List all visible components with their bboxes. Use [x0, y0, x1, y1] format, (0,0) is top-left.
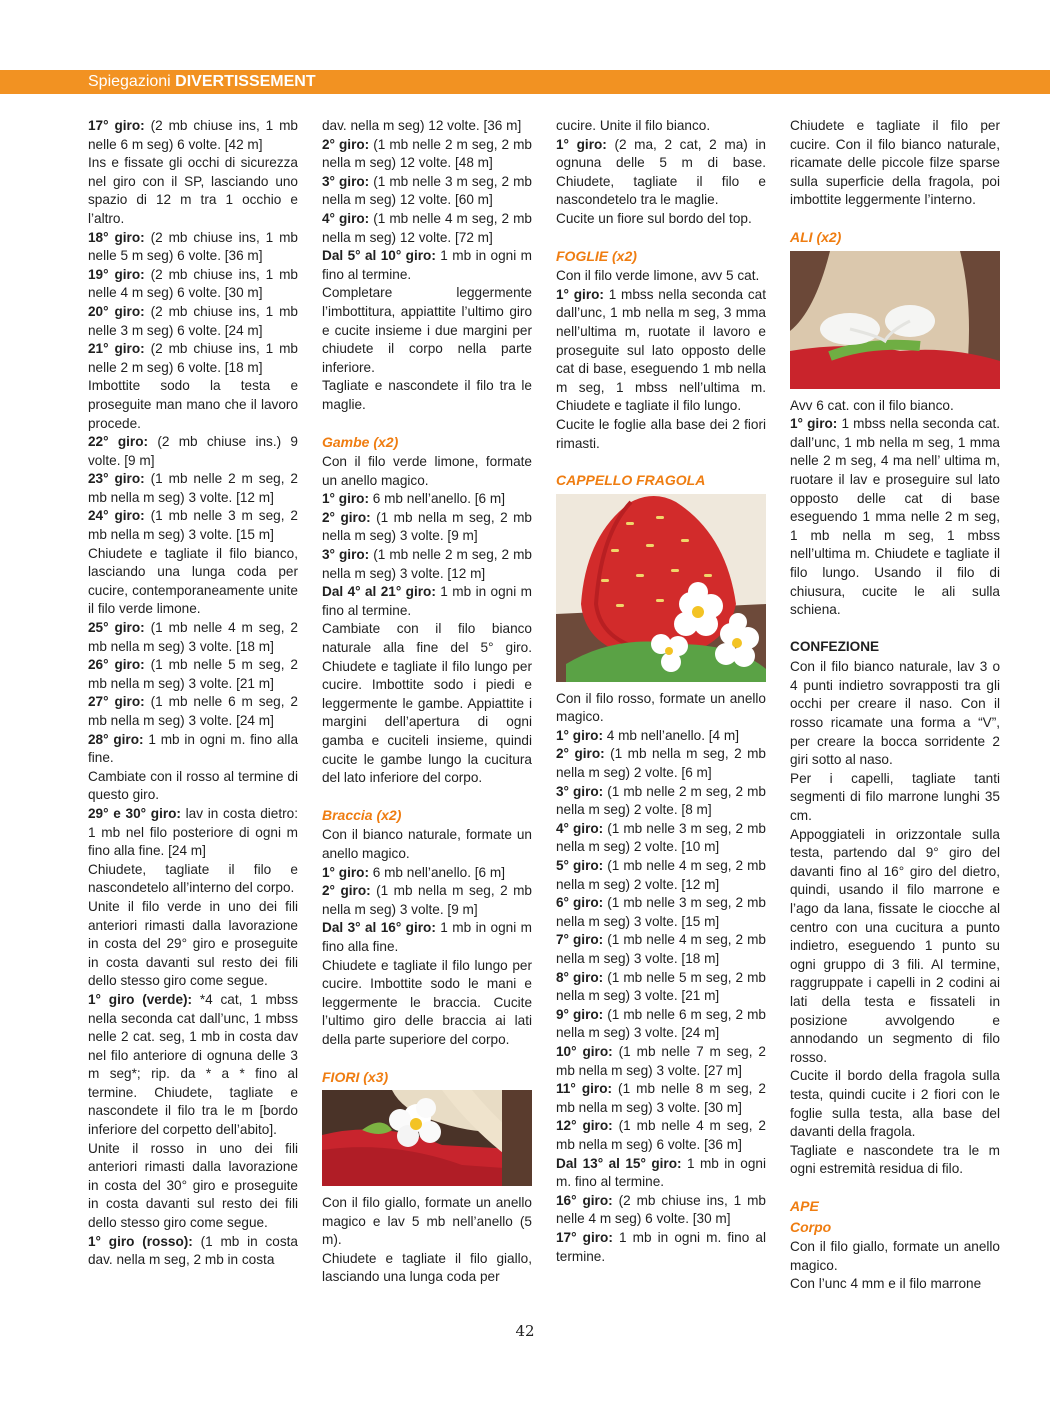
instruction-paragraph — [88, 470, 298, 507]
instruction-text: Cucite un fiore sul bordo del top. — [556, 210, 752, 226]
corpo-text — [790, 1238, 1000, 1294]
braccia-text — [322, 826, 532, 1049]
instruction-paragraph — [322, 864, 532, 883]
round-label: 17° giro: — [88, 118, 145, 133]
instruction-paragraph — [88, 805, 298, 861]
instruction-paragraph — [556, 1155, 766, 1192]
instruction-text: Con il filo verde limone, avv 5 cat. — [556, 268, 760, 284]
instruction-text: (1 mb nelle 2 m seg, 2 mb nella m seg) 3 volte. [12 m] — [322, 547, 532, 581]
instruction-text: (1 mb nelle 4 m seg, 2 mb nella m seg) 12 volte. [72 m] — [322, 210, 532, 245]
strawberry-hat-photo — [556, 494, 766, 682]
instruction-paragraph — [322, 377, 532, 414]
round-label: 4° giro: — [322, 210, 370, 226]
instruction-paragraph — [790, 1067, 1000, 1141]
round-label: 24° giro: — [88, 508, 145, 524]
round-label: 1° giro (rosso): — [88, 1233, 193, 1249]
instruction-text: 6 mb nell’anello. [6 m] — [368, 491, 505, 507]
instruction-text: Imbottite sodo la testa e proseguite man mano che il lavoro procede. — [88, 378, 298, 431]
column-1 — [88, 117, 298, 1270]
instruction-paragraph — [88, 768, 298, 805]
instruction-text: Per i capelli, tagliate tanti segmenti di filo marrone lunghi 35 cm. — [790, 770, 1000, 824]
instruction-text: (1 mb nella m seg, 2 mb nella m seg) 3 volte. [9 m] — [322, 883, 532, 917]
round-label: 1° giro: — [556, 136, 607, 152]
instruction-text: (2 mb chiuse ins, 1 mb nelle 4 m seg) 6 volte. [30 m] — [556, 1192, 766, 1227]
instruction-text: Con il filo giallo, formate un anello magico. — [790, 1239, 1000, 1273]
round-label: 27° giro: — [88, 694, 145, 710]
ali-text — [790, 397, 1000, 620]
gambe-text — [322, 453, 532, 788]
instruction-text: Tagliate e nascondete il filo tra le maglie. — [322, 378, 532, 412]
instruction-text: Chiudete e tagliate il filo lungo per cucire. Imbottite sodo le mani e leggermente le braccia. Cucite l’ultimo giro delle braccia ai lati della parte superiore del corpo. — [322, 957, 532, 1047]
round-label: 7° giro: — [556, 932, 604, 948]
instruction-paragraph — [556, 210, 766, 229]
instruction-text: 1 mbss nella seconda cat dall’unc, 1 mb nella m seg, 3 mma nell’ultima m, ruotate il lavoro e proseguite sul lato opposto delle cat di base, eseguendo 1 mb nella m seg, 1 mbss nell’ultima m. Chiudete e tagliate il filo lungo. — [556, 286, 766, 414]
instruction-paragraph — [88, 117, 298, 154]
round-label: 1° giro: — [322, 864, 369, 880]
instruction-paragraph — [790, 1142, 1000, 1179]
wings-photo — [790, 251, 1000, 389]
round-label: 2° giro: — [322, 883, 371, 899]
instruction-paragraph — [322, 1194, 532, 1250]
instruction-text: 1 mb in ogni m. fino alla fine. — [88, 731, 298, 766]
instruction-paragraph — [88, 507, 298, 544]
round-label: 1° giro: — [556, 286, 604, 302]
column-2 — [322, 117, 532, 1287]
round-label: 23° giro: — [88, 471, 145, 487]
round-label: 2° giro: — [556, 746, 605, 762]
instruction-text: Cucite le foglie alla base dei 2 fiori rimasti. — [556, 416, 766, 451]
confezione-text — [790, 658, 1000, 1179]
round-label: Dal 4° al 21° giro: — [322, 584, 436, 600]
instruction-text: Chiudete e tagliate il filo giallo, lasciando una lunga coda per — [322, 1250, 532, 1285]
instruction-text: (2 mb chiuse ins, 1 mb nelle 5 m seg) 6 volte. [36 m] — [88, 229, 298, 264]
section-title-confezione: CONFEZIONE — [790, 638, 880, 654]
instruction-paragraph — [790, 658, 1000, 770]
instruction-text: Ins e fissate gli occhi di sicurezza nel giro con il SP, lasciando uno spazio di 12 m tra 1 occhio e l’altro. — [88, 155, 298, 226]
instruction-text: Con il filo giallo, formate un anello magico e lav 5 mb nell’anello (5 m). — [322, 1195, 532, 1248]
round-label: 20° giro: — [88, 303, 145, 319]
instruction-text: (2 ma, 2 cat, 2 ma) in ognuna delle 5 m di base. Chiudete, tagliate il filo e nascondetelo tra le maglie. — [556, 136, 766, 208]
instruction-paragraph — [790, 397, 1000, 416]
round-label: 26° giro: — [88, 657, 145, 673]
instruction-paragraph — [556, 931, 766, 968]
col3-text — [556, 117, 766, 229]
round-label: 3° giro: — [556, 783, 604, 799]
instruction-text: (2 mb chiuse ins, 1 mb nelle 6 m seg) 6 volte. [42 m] — [88, 118, 298, 152]
instruction-text: 6 mb nell’anello. [6 m] — [368, 864, 505, 880]
instruction-text: dav. nella m seg) 12 volte. [36 m] — [322, 118, 522, 133]
instruction-text: Chiudete e tagliate il filo bianco, lasciando una lunga coda per cucire, contemporaneamente unite il filo verde limone. — [88, 545, 298, 617]
instruction-text: (1 mb nelle 5 m seg, 2 mb nella m seg) 3 volte. [21 m] — [556, 969, 766, 1004]
instruction-text: (1 mb nelle 8 m seg, 2 mb nella m seg) 3 volte. [30 m] — [556, 1081, 766, 1115]
round-label: 8° giro: — [556, 969, 604, 985]
instruction-paragraph — [556, 727, 766, 746]
instruction-text: Appoggiateli in orizzontale sulla testa, partendo dal 9° giro del davanti fino al 16° giro del dietro, quindi, usando il filo marrone e l’ago da lana, fissate le ciocche al centro con una cucitura a punto indietro, eseguendo 1 punto su ogni gruppo di 3 fili. Al termine, raggruppate i capelli in 2 codini ai lati della testa e fissateli in posizione avvolgendo e annodando un segmento di filo rosso. — [790, 826, 1000, 1065]
round-label: 12° giro: — [556, 1118, 613, 1134]
instruction-text: (1 mb nelle 5 m seg, 2 mb nella m seg) 3 volte. [21 m] — [88, 657, 298, 691]
instruction-paragraph — [556, 1117, 766, 1154]
instruction-text: (2 mb chiuse ins, 1 mb nelle 4 m seg) 6 volte. [30 m] — [88, 266, 298, 301]
instruction-text: (1 mb nelle 6 m seg, 2 mb nella m seg) 3 volte. [24 m] — [556, 1006, 766, 1041]
instruction-paragraph — [322, 173, 532, 210]
instruction-paragraph — [88, 898, 298, 991]
instruction-text: Unite il filo verde in uno dei fili anteriori rimasti dalla lavorazione in costa del 29° giro e proseguite in costa davanti sul resto dei fili dello stesso giro come segue. — [88, 898, 298, 989]
column-3 — [556, 117, 766, 1266]
instruction-paragraph — [556, 267, 766, 286]
round-label: 3° giro: — [322, 173, 370, 189]
round-label: Dal 5° al 10° giro: — [322, 248, 436, 264]
instruction-paragraph — [322, 490, 532, 509]
instruction-paragraph — [88, 1233, 298, 1270]
round-label: 28° giro: — [88, 731, 144, 747]
instruction-paragraph — [88, 1140, 298, 1233]
section-title-ape: APE — [790, 1197, 819, 1214]
instruction-text: Unite il rosso in uno dei fili anteriori rimasti dalla lavorazione in costa del 30° giro e proseguite in costa davanti sul resto dei fili dello stesso giro come segue. — [88, 1140, 298, 1231]
round-label: 2° giro: — [322, 136, 370, 152]
instruction-paragraph — [556, 1043, 766, 1080]
instruction-text: (1 mb nelle 2 m seg, 2 mb nella m seg) 3 volte. [12 m] — [88, 471, 298, 505]
instruction-text: Cambiate con il filo bianco naturale alla fine del 5° giro. Chiudete e tagliate il filo lungo per cucire. Imbottite sodo i piedi e leggermente le gambe. Appiattite i margini dell’apertura di ogni gamba e cuciteli insieme, quindi cucite le gambe lungo la cucitura del lato inferiore del corpo. — [322, 621, 532, 786]
instruction-text: (1 mb nelle 7 m seg, 2 mb nella m seg) 3 volte. [27 m] — [556, 1043, 766, 1078]
header-section: DIVERTISSEMENT — [175, 73, 316, 90]
instruction-paragraph — [322, 509, 532, 546]
instruction-text: Con l’unc 4 mm e il filo marrone — [790, 1276, 982, 1292]
instruction-text: (2 mb chiuse ins, 1 mb nelle 2 m seg) 6 volte. [18 m] — [88, 341, 298, 375]
instruction-paragraph — [556, 690, 766, 727]
instruction-text: (1 mb nelle 3 m seg, 2 mb nella m seg) 2 volte. [10 m] — [556, 820, 766, 855]
instruction-text: (2 mb chiuse ins.) 9 volte. [9 m] — [88, 434, 298, 468]
round-label: 6° giro: — [556, 895, 604, 911]
instruction-paragraph — [88, 619, 298, 656]
instruction-paragraph — [322, 284, 532, 377]
instruction-paragraph — [556, 136, 766, 210]
instruction-text: (1 mb nelle 4 m seg, 2 mb nella m seg) 3 volte. [18 m] — [88, 620, 298, 654]
instruction-paragraph — [556, 117, 766, 136]
round-label: 16° giro: — [556, 1192, 613, 1208]
instruction-text: (1 mb nelle 3 m seg, 2 mb nella m seg) 12 volte. [60 m] — [322, 173, 532, 208]
instruction-paragraph — [556, 969, 766, 1006]
instruction-paragraph — [322, 919, 532, 956]
round-label: 1° giro: — [790, 416, 838, 432]
instruction-paragraph — [322, 453, 532, 490]
instruction-paragraph — [322, 247, 532, 284]
instruction-text: 1 mb in ogni m. fino al termine. — [556, 1229, 766, 1264]
instruction-paragraph — [88, 266, 298, 303]
instruction-paragraph — [322, 1250, 532, 1287]
instruction-paragraph — [322, 210, 532, 247]
instruction-paragraph — [88, 154, 298, 228]
instruction-paragraph — [88, 229, 298, 266]
instruction-paragraph — [322, 957, 532, 1050]
section-title-gambe: Gambe (x2) — [322, 433, 399, 450]
round-label: 18° giro: — [88, 229, 145, 245]
instruction-paragraph — [88, 991, 298, 1140]
col4-text — [790, 117, 1000, 210]
instruction-paragraph — [556, 1229, 766, 1266]
instruction-text: (1 mb nelle 3 m seg, 2 mb nella m seg) 3 volte. [15 m] — [88, 508, 298, 543]
instruction-paragraph — [556, 1006, 766, 1043]
round-label: 5° giro: — [556, 858, 604, 874]
instruction-paragraph — [88, 693, 298, 730]
instruction-paragraph — [556, 416, 766, 453]
instruction-text: (1 mb nelle 2 m seg, 2 mb nella m seg) 12 volte. [48 m] — [322, 136, 532, 171]
round-label: 29° e 30° giro: — [88, 805, 181, 821]
instruction-paragraph — [88, 303, 298, 340]
instruction-paragraph — [88, 340, 298, 377]
round-label: 3° giro: — [322, 547, 370, 563]
instruction-text: (1 mb nella m seg, 2 mb nella m seg) 3 volte. [9 m] — [322, 509, 532, 544]
instruction-text: Chiudete, tagliate il filo e nascondetelo all’interno del corpo. — [88, 861, 298, 896]
instruction-paragraph — [88, 656, 298, 693]
section-title-foglie: FOGLIE (x2) — [556, 247, 637, 264]
instruction-text: 1 mb in ogni m fino al termine. — [322, 248, 532, 282]
flower-photo — [322, 1090, 532, 1186]
round-label: 9° giro: — [556, 1006, 604, 1022]
round-label: Dal 3° al 16° giro: — [322, 920, 436, 936]
section-title-fiori: FIORI (x3) — [322, 1068, 389, 1085]
round-label: 2° giro: — [322, 509, 371, 525]
instruction-text: (1 mb in costa dav. nella m seg, 2 mb in costa — [88, 1233, 298, 1268]
instruction-text: (1 mb nelle 3 m seg, 2 mb nella m seg) 3 volte. [15 m] — [556, 895, 766, 929]
round-label: 10° giro: — [556, 1043, 613, 1059]
instruction-text: Completare leggermente l’imbottitura, appiattite l’ultimo giro e cucite insieme i due margini per chiudete il corpo nella parte inferiore. — [322, 285, 532, 375]
round-label: 1° giro: — [556, 727, 603, 743]
instruction-text: Con il bianco naturale, formate un anello magico. — [322, 827, 532, 861]
instruction-text: Con il filo rosso, formate un anello magico. — [556, 690, 766, 725]
instruction-paragraph — [556, 783, 766, 820]
fiori-text — [322, 1194, 532, 1287]
instruction-text: 1 mb in ogni m. fino al termine. — [556, 1155, 766, 1190]
foglie-text — [556, 267, 766, 453]
round-label: Dal 13° al 15° giro: — [556, 1155, 682, 1171]
round-label: 22° giro: — [88, 434, 149, 450]
running-header — [88, 72, 316, 92]
instruction-text: Con il filo verde limone, formate un anello magico. — [322, 454, 532, 488]
round-label: 1° giro (verde): — [88, 991, 193, 1007]
round-label: 21° giro: — [88, 341, 145, 357]
instruction-paragraph — [88, 433, 298, 470]
round-label: 17° giro: — [556, 1229, 613, 1245]
round-label: 25° giro: — [88, 620, 145, 636]
instruction-text: 4 mb nell’anello. [4 m] — [602, 727, 739, 743]
instruction-paragraph — [322, 136, 532, 173]
instruction-paragraph — [790, 770, 1000, 826]
instruction-text: Chiudete e tagliate il filo per cucire. Con il filo bianco naturale, ricamate delle piccole filze sparse sulla superficie della fragola, poi imbottite leggermente l’interno. — [790, 118, 1000, 208]
instruction-text: 1 mb in ogni m fino alla fine. — [322, 920, 532, 954]
instruction-paragraph — [88, 861, 298, 898]
instruction-paragraph — [556, 745, 766, 782]
instruction-paragraph — [790, 826, 1000, 1068]
col1-text — [88, 117, 298, 1270]
instruction-text: cucire. Unite il filo bianco. — [556, 118, 711, 133]
section-title-cappello: CAPPELLO FRAGOLA — [556, 472, 706, 489]
cappello-text — [556, 690, 766, 1266]
instruction-text: 1 mbss nella seconda cat. dall’unc, 1 mb nella m seg, 1 mma nelle 2 m seg, 4 ma nell’ ultima m, ruotare il lav e proseguire sul lato opposto delle cat di base eseguendo 1 mma nelle 2 m seg, 1 mb nella m seg, 1 mbss nell’ultima m. Chiudete e tagliate il filo lungo. Usando il filo di chiusura, cucite le ali sulla schiena. — [790, 416, 1000, 618]
round-label: 19° giro: — [88, 266, 145, 282]
instruction-text: Cambiate con il rosso al termine di questo giro. — [88, 768, 298, 803]
instruction-paragraph — [322, 882, 532, 919]
instruction-text: (1 mb nelle 6 m seg, 2 mb nella m seg) 3 volte. [24 m] — [88, 694, 298, 728]
instruction-paragraph — [556, 286, 766, 416]
subsection-title-corpo: Corpo — [790, 1218, 832, 1235]
section-title-braccia: Braccia (x2) — [322, 806, 402, 823]
instruction-paragraph — [556, 820, 766, 857]
round-label: 1° giro: — [322, 491, 369, 507]
instruction-paragraph — [556, 1192, 766, 1229]
instruction-paragraph — [790, 1275, 1000, 1294]
instruction-paragraph — [322, 826, 532, 863]
instruction-paragraph — [556, 894, 766, 931]
instruction-text: (1 mb nelle 2 m seg, 2 mb nella m seg) 2 volte. [8 m] — [556, 783, 766, 818]
round-label: 4° giro: — [556, 820, 604, 836]
instruction-paragraph — [556, 1080, 766, 1117]
instruction-text: (2 mb chiuse ins, 1 mb nelle 3 m seg) 6 volte. [24 m] — [88, 303, 298, 338]
instruction-paragraph — [790, 117, 1000, 210]
section-title-ali: ALI (x2) — [790, 228, 842, 245]
instruction-text: Avv 6 cat. con il filo bianco. — [790, 397, 954, 413]
page-number: 42 — [515, 1322, 535, 1340]
instruction-text: (1 mb nelle 4 m seg, 2 mb nella m seg) 3 volte. [18 m] — [556, 932, 766, 966]
instruction-text: *4 cat, 1 mbss nella seconda cat dall’unc, 1 mbss nelle 2 cat. seg, 1 mb in costa dav nel filo anteriore di ognuna delle 3 m seg*; rip. da * a * fino al termine. Chiudete, tagliate e nascondete il filo tra le m [bordo inferiore del corpetto dell’abito]. — [88, 991, 298, 1138]
round-label: 11° giro: — [556, 1081, 613, 1097]
instruction-text: Con il filo bianco naturale, lav 3 o 4 punti indietro sovrapposti tra gli occhi per creare il naso. Con il rosso ricamate una forma a “V”, per creare la bocca sorridente 2 giri sotto al naso. — [790, 659, 1000, 768]
header-prefix: Spiegazioni — [88, 73, 176, 90]
instruction-text: (1 mb nelle 4 m seg, 2 mb nella m seg) 2 volte. [12 m] — [556, 858, 766, 892]
col2-text — [322, 117, 532, 415]
instruction-text: Tagliate e nascondete tra le m ogni estremità residua di filo. — [790, 1142, 1000, 1177]
instruction-paragraph — [322, 117, 532, 136]
instruction-paragraph — [88, 731, 298, 768]
instruction-paragraph — [322, 620, 532, 787]
instruction-text: (1 mb nella m seg, 2 mb nella m seg) 2 volte. [6 m] — [556, 746, 766, 781]
instruction-paragraph — [790, 1238, 1000, 1275]
instruction-paragraph — [556, 857, 766, 894]
instruction-text: 1 mb in ogni m fino al termine. — [322, 584, 532, 618]
instruction-paragraph — [790, 415, 1000, 620]
column-4 — [790, 117, 1000, 1294]
instruction-text: lav in costa dietro: 1 mb nel filo posteriore di ogni m fino alla fine. [24 m] — [88, 805, 298, 859]
instruction-paragraph — [88, 377, 298, 433]
instruction-text: Cucite il bordo della fragola sulla testa, quindi cucite i 2 fiori con le foglie sulla testa, alla base del davanti della fragola. — [790, 1068, 1000, 1140]
instruction-paragraph — [88, 545, 298, 619]
instruction-paragraph — [322, 546, 532, 583]
instruction-text: (1 mb nelle 4 m seg, 2 mb nella m seg) 6 volte. [36 m] — [556, 1118, 766, 1152]
instruction-paragraph — [322, 583, 532, 620]
